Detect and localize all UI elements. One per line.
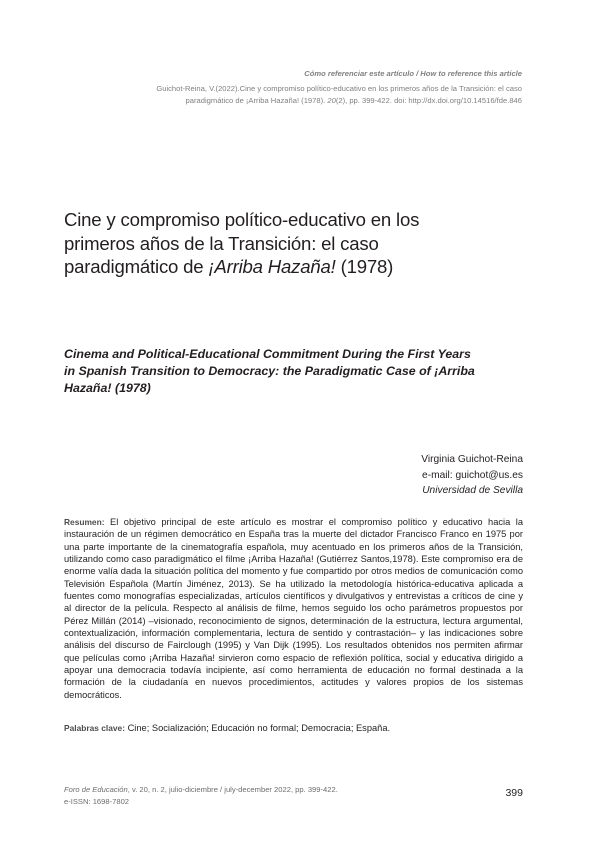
keywords-text: Cine; Socialización; Educación no formal; Democracia; España. (125, 723, 391, 733)
author-name: Virginia Guichot-Reina (421, 454, 523, 465)
citation-author-year: Guichot-Reina, V.(2022). (156, 84, 240, 93)
author-email[interactable]: e-mail: guichot@us.es (422, 469, 523, 481)
article-title-text: Cine y compromiso político-educativo en los primeros años de la Transición: el caso paradigmático de (64, 209, 420, 277)
keywords-label: Palabras clave: (64, 723, 125, 733)
citation-article-title: Cine y compromiso político-educativo en los primeros años de la Transición: el caso paradigmático de ¡Arriba Hazaña! (1978). (185, 84, 522, 105)
page-number: 399 (505, 787, 523, 799)
abstract-label: Resumen: (64, 517, 105, 527)
keywords (64, 723, 523, 733)
article-title-year: (1978) (335, 256, 394, 277)
author-affiliation: Universidad de Sevilla (422, 485, 523, 496)
footer-eissn: e-ISSN: 1698-7802 (64, 796, 130, 806)
article-title-film: ¡Arriba Hazaña! (208, 256, 336, 277)
page-footer (64, 784, 464, 807)
abstract-text: El objetivo principal de este artículo es mostrar el compromiso político y educativo hacia la instauración de un régimen democrático en España tras la muerte del dictador Francisco Franco en 1975 por una parte importante de la cinematografía española, muy acentuado en los primeros años de la Transición, utilizando como caso paradigmático el filme ¡Arriba Hazaña! (Gutiérrez Santos,1978). Este compromiso era de enorme valía dada la situación política del momento y fue compartido por otros medios de comunicación como Televisión Española (Martín Jiménez, 2013). Se ha utilizado la metodología histórica-educativa aplicada a fuentes como monografías especializadas, artículos científicos y divulgativos y entrevistas a críticos de cine y al director de la película. Respecto al análisis de filme, hemos seguido los ocho parámetros propuestos por Pérez Millán (2014) –visionado, reconocimiento de signos, determinación de la estructura, lectura argumental, contextualización, información complementaria, lectura de sentido y contrastación– y las indicaciones sobre análisis del discurso de Fairclough (1995) y Van Dijk (1995). Los resultados obtenidos nos permiten afirmar que películas como ¡Arriba Hazaña! sirvieron como espacio de reflexión política, social y educativa dirigido a apoyar una democracia todavía incipiente, así como herramienta de educación no formal destinada a la formación de la ciudadanía en nuevos procedimientos, actitudes y valores propios de los sistemas democráticos. (64, 517, 523, 700)
footer-journal-details: , v. 20, n. 2, julio-diciembre / july-december 2022, pp. 399-422. (127, 785, 338, 794)
article-title (64, 208, 484, 279)
citation-heading: Cómo referenciar este artículo / How to reference this article (304, 69, 522, 78)
abstract (64, 516, 523, 701)
article-subtitle-english: Cinema and Political-Educational Commitment During the First Years in Spanish Transition to Democracy: the Paradigmatic Case of ¡Arriba Hazaña! (1978) (64, 347, 475, 395)
citation-reference (130, 83, 522, 107)
citation-volume: 20 (327, 96, 336, 105)
citation-rest: (2), pp. 399-422. doi: http://dx.doi.org/10.14516/fde.846 (335, 96, 522, 105)
footer-journal-line (64, 784, 464, 796)
footer-journal-name: Foro de Educación (64, 785, 128, 794)
author-block (300, 452, 523, 499)
